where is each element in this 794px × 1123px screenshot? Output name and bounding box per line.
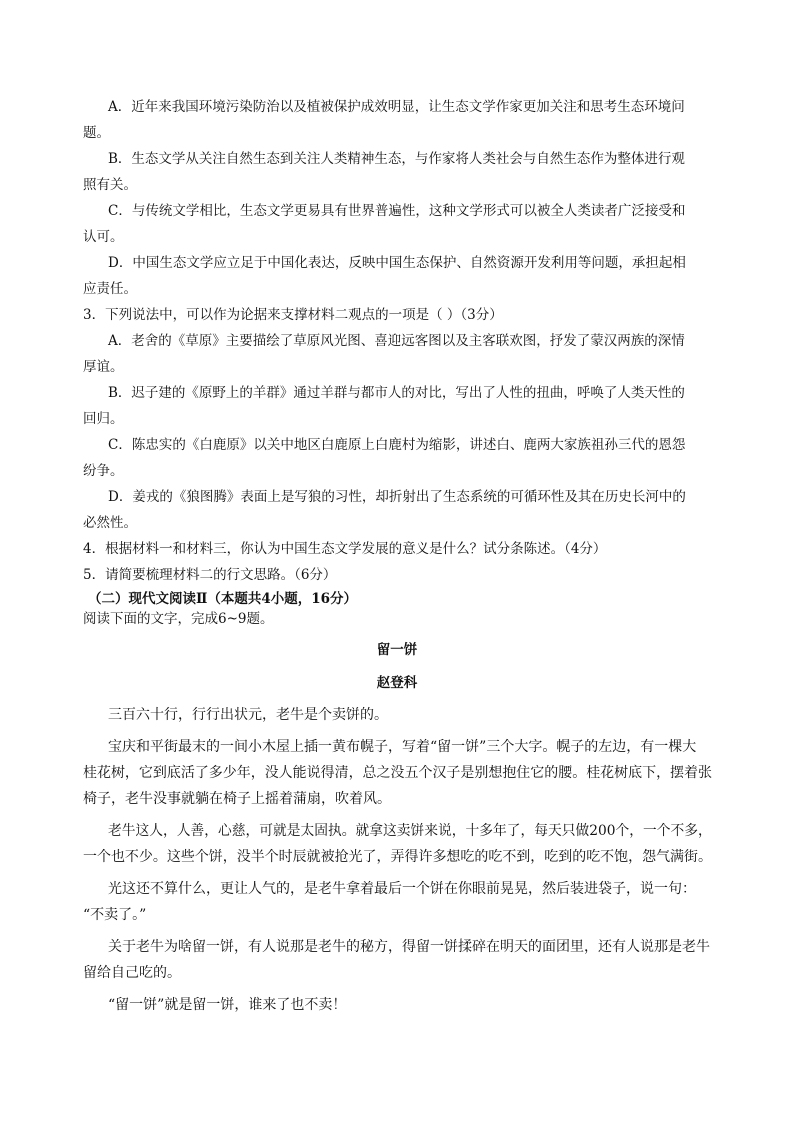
section-heading: （二）现代文阅读Ⅱ（本题共4小题，16分） — [88, 591, 358, 607]
story-paragraph-6: “留一饼”就是留一饼，谁来了也不卖！ — [108, 997, 347, 1013]
story-paragraph-2: 宝庆和平街最末的一间小木屋上插一黄布幌子，写着“留一饼”三个大字。幌子的左边，有一棵大 — [108, 739, 697, 755]
q4-stem: 4．根据材料一和材料三，你认为中国生态文学发展的意义是什么？试分条陈述。（4分） — [83, 541, 607, 557]
section-instruction: 阅读下面的文字，完成6~9题。 — [83, 611, 274, 627]
q2-option-d-cont: 应责任。 — [83, 281, 137, 297]
q2-option-c: C．与传统文学相比，生态文学更易具有世界普遍性，这种文学形式可以被全人类读者广泛接受和 — [108, 203, 686, 219]
q5-stem: 5．请简要梳理材料二的行文思路。（6分） — [83, 567, 337, 583]
story-paragraph-5: 关于老牛为啥留一饼，有人说那是老牛的秘方，得留一饼揉碎在明天的面团里，还有人说那是老牛 — [108, 939, 710, 955]
q2-option-b-cont: 照有关。 — [83, 177, 137, 193]
story-paragraph-4-cont: “不卖了。” — [83, 907, 147, 923]
q3-option-a: A．老舍的《草原》主要描绘了草原风光图、喜迎远客图以及主客联欢图，抒发了蒙汉两族的深情 — [108, 333, 685, 349]
q3-option-d-cont: 必然性。 — [83, 515, 137, 531]
q2-option-d: D．中国生态文学应立足于中国化表达，反映中国生态保护、自然资源开发利用等问题，承担起相 — [108, 255, 686, 271]
q3-option-a-cont: 厚谊。 — [83, 359, 124, 375]
story-paragraph-2-cont: 桂花树，它到底活了多少年，没人能说得清，总之没五个汉子是别想抱住它的腰。桂花树底下，摆着张 — [83, 765, 712, 781]
story-paragraph-5-cont: 留给自己吃的。 — [83, 965, 181, 981]
story-author: 赵登科 — [376, 675, 418, 691]
q3-option-b-cont: 回归。 — [83, 411, 124, 427]
q3-option-d: D．姜戎的《狼图腾》表面上是写狼的习性，却折射出了生态系统的可循环性及其在历史长河中的 — [108, 489, 686, 505]
q2-option-a-cont: 题。 — [83, 125, 110, 141]
q3-option-c-cont: 纷争。 — [83, 463, 124, 479]
q3-option-c: C．陈忠实的《白鹿原》以关中地区白鹿原上白鹿村为缩影，讲述白、鹿两大家族祖孙三代的恩怨 — [108, 437, 686, 453]
story-paragraph-3: 老牛这人，人善，心慈，可就是太固执。就拿这卖饼来说，十多年了，每天只做200个，一个不多， — [108, 823, 712, 839]
story-paragraph-2-cont: 椅子，老牛没事就躺在椅子上摇着蒲扇，吹着风。 — [83, 791, 391, 807]
q3-option-b: B．迟子建的《原野上的羊群》通过羊群与都市人的对比，写出了人性的扭曲，呼唤了人类天性的 — [108, 385, 685, 401]
q2-option-c-cont: 认可。 — [83, 229, 124, 245]
q3-stem: 3．下列说法中，可以作为论据来支撑材料二观点的一项是（ ）（3分） — [83, 307, 503, 323]
q2-option-a: A．近年来我国环境污染防治以及植被保护成效明显，让生态文学作家更加关注和思考生态环境问 — [108, 99, 685, 115]
q2-option-b: B．生态文学从关注自然生态到关注人类精神生态，与作家将人类社会与自然生态作为整体进行观 — [108, 151, 685, 167]
story-paragraph-4: 光这还不算什么，更让人气的，是老牛拿着最后一个饼在你眼前晃晃，然后装进袋子，说一句： — [108, 881, 696, 897]
story-paragraph-3-cont: 一个也不少。这些个饼，没半个时辰就被抢光了，弄得许多想吃的吃不到，吃到的吃不饱，怨气满街。 — [83, 849, 712, 865]
story-title: 留一饼 — [376, 642, 418, 658]
story-paragraph-1: 三百六十行，行行出状元，老牛是个卖饼的。 — [108, 707, 388, 723]
